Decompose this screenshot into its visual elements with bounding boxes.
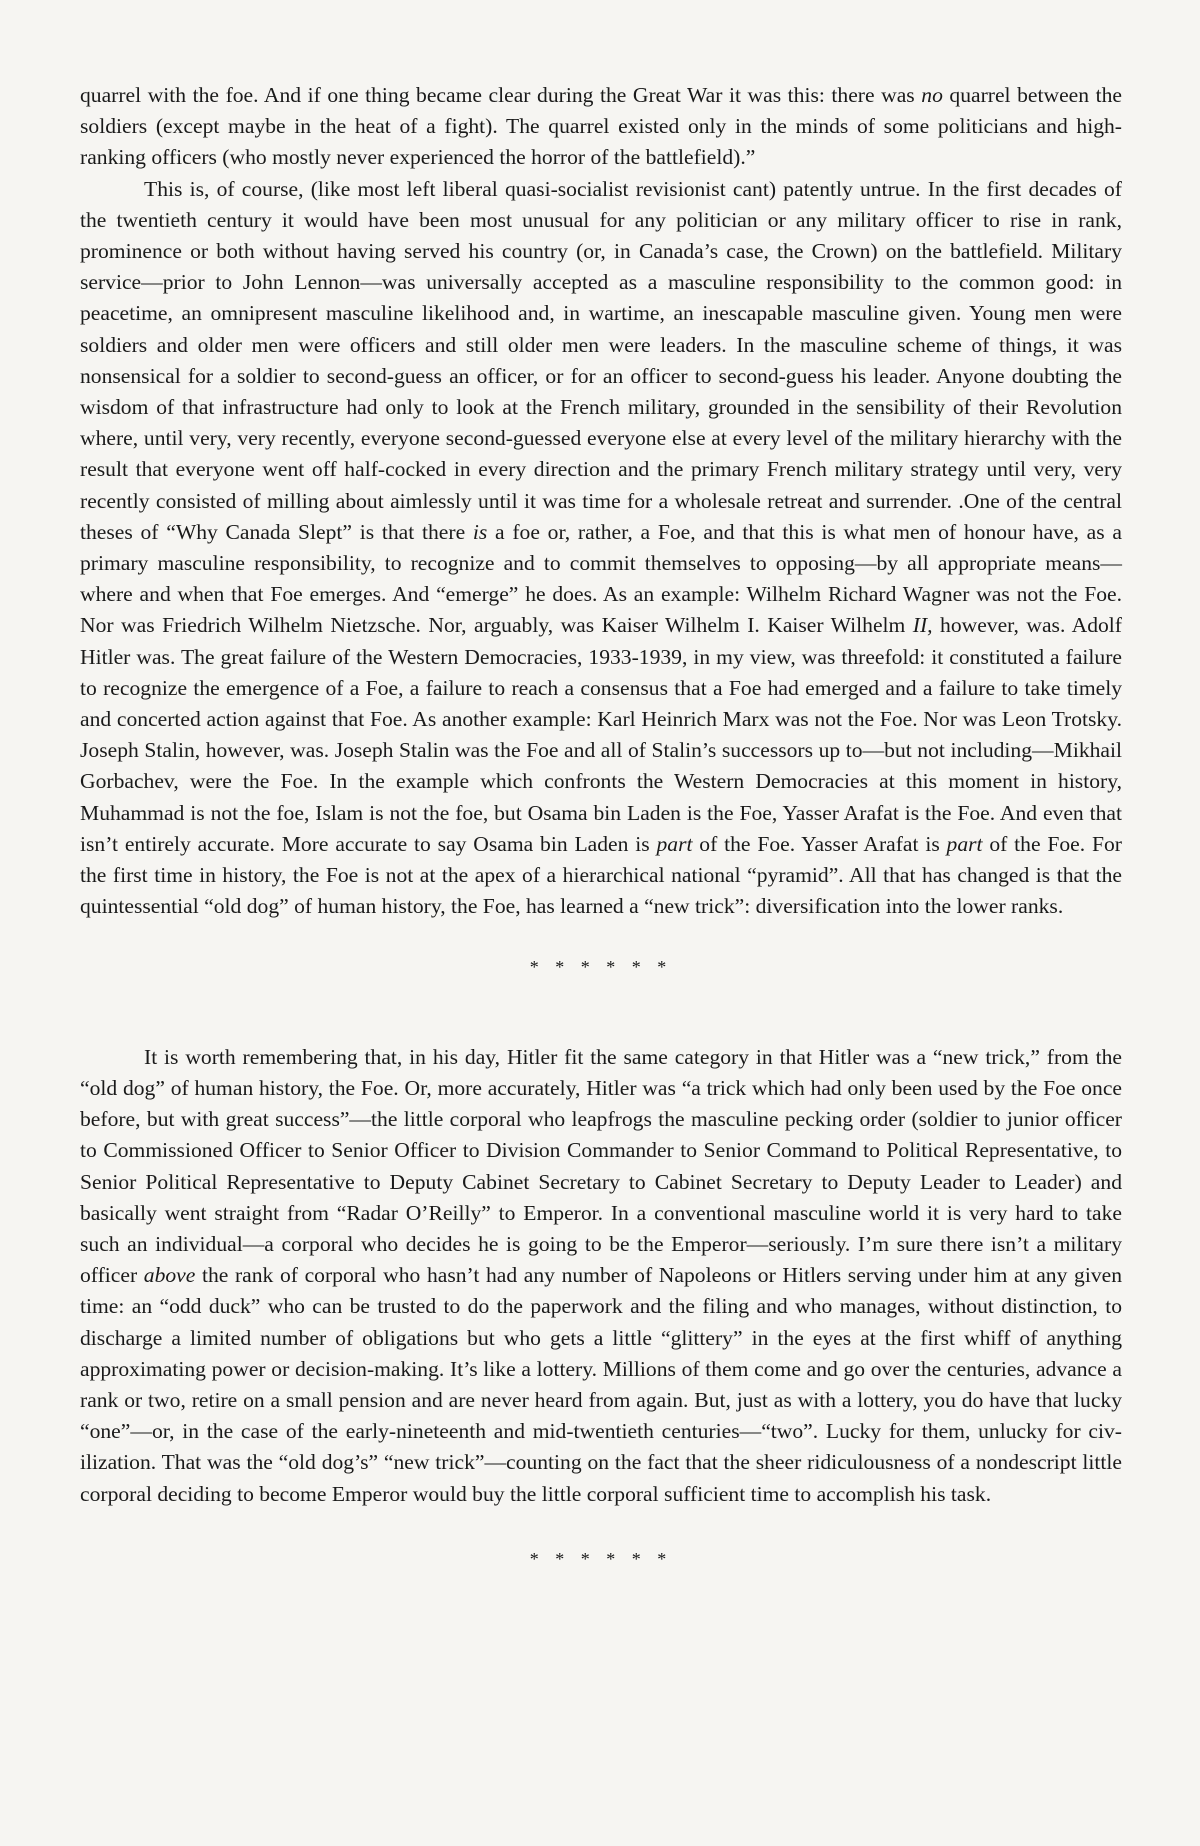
paragraph-1: quarrel with the foe. And if one thing became clear during the Great War it was this: there was no quarrel between the soldiers (except maybe in the heat of a fight). The quarrel existed only in the minds of some politicians and high-ranking officers (who mostly never experienced the horror of the battlefield).”	[80, 83, 1122, 170]
emphasis-no: no	[921, 83, 943, 107]
paragraph-3: It is worth remembering that, in his day, Hitler fit the same category in that Hitler was a “new trick,” from the “old dog” of human history, the Foe. Or, more accurately, Hitler was “a trick which had only been used by the Foe once before, but with great success”—the little corporal who leapfrogs the masculine pecking order (soldier to junior officer to Commissioned Officer to Senior Officer to Division Commander to Senior Command to Political Representative, to Senior Political Representative to Deputy Cabinet Secretary to Cabinet Secretary to Deputy Leader to Leader) and basically went straight from “Radar O’Reilly” to Emperor. In a conventional masculine world it is very hard to take such an individual—a corporal who decides he is going to be the Emperor—seriously. I’m sure there isn’t a military officer above the rank of corporal who hasn’t had any number of Napoleons or Hitlers serving under him at any given time: an “odd duck” who can be trusted to do the paperwork and the filing and who manages, without distinction, to discharge a limited number of obligations but who gets a little “glittery” in the eyes at the first whiff of anything approximating power or decision-making. It’s like a lottery. Millions of them come and go over the centuries, advance a rank or two, retire on a small pension and are never heard from again. But, just as with a lottery, you do have that lucky “one”—or, in the case of the early-nineteenth and mid-twentieth centuries—“two”. Lucky for them, unlucky for civilization. That was the “old dog’s” “new trick”—counting on the fact that the sheer ridiculousness of a nondescript little corporal deciding to become Emperor would buy the little corporal sufficient time to accomplish his task.	[80, 1044, 1122, 1506]
emphasis-part-2: part	[946, 831, 983, 856]
emphasis-is: is	[472, 519, 488, 544]
emphasis-ii: II,	[912, 613, 933, 638]
emphasis-above: above	[143, 1263, 196, 1288]
section-separator-1: * * * * * *	[529, 957, 673, 978]
section-separator-2: * * * * * *	[529, 1548, 673, 1569]
emphasis-part-1: part	[656, 831, 693, 856]
document-page	[80, 80, 1122, 1575]
paragraph-2: This is, of course, (like most left liberal quasi-socialist revisionist cant) patently untrue. In the first decades of the twentieth century it would have been most unusual for any politician or any military officer to rise in rank, prominence or both without having served his country (or, in Canada’s case, the Crown) on the battlefield. Military service—prior to John Lennon—was universally accepted as a masculine responsibility to the common good: in peacetime, an omnipresent masculine likelihood and, in wartime, an inescapable masculine given. Young men were soldiers and older men were officers and still older men were leaders. In the masculine scheme of things, it was nonsensical for a soldier to second-guess an officer, or for an officer to second-guess his leader. Anyone doubting the wisdom of that infrastructure had only to look at the French military, grounded in the sensibility of their Revolution where, until very, very recently, everyone second-guessed everyone else at every level of the military hierarchy with the result that everyone went off half-cocked in every direction and the primary French military strategy until very, very recently consisted of milling about aimlessly until it was time for a wholesale retreat and surrender. .One of the central theses of “Why Canada Slept” is that there is a foe or, rather, a Foe, and that this is what men of honour have, as a primary masculine responsibility, to recognize and to commit themselves to opposing—by all appropriate means—where and when that Foe emerges. And “emerge” he does. As an example: Wilhelm Richard Wagner was not the Foe. Nor was Friedrich Wilhelm Nietzsche. Nor, arguably, was Kaiser Wilhelm I. Kaiser Wilhelm II, however, was. Adolf Hitler was. The great failure of the Western Democracies, 1933-1939, in my view, was threefold: it constituted a failure to recognize the emergence of a Foe, a failure to reach a consensus that a Foe had emerged and a failure to take timely and concerted action against that Foe. As another example: Karl Heinrich Marx was not the Foe. Nor was Leon Trotsky. Joseph Stalin, however, was. Joseph Stalin was the Foe and all of Stalin’s successors up to—but not including—Mikhail Gorbachev, were the Foe. In the example which confronts the Western Democracies at this moment in history, Muhammad is not the foe, Islam is not the foe, but Osama bin Laden is the Foe, Yasser Arafat is the Foe. And even that isn’t entirely accurate. More accurate to say Osama bin Laden is part of the Foe. Yasser Arafat is part of the Foe. For the first time in history, the Foe is not at the apex of a hierarchical national “pyramid”. All that has changed is that the quintessential “old dog” of human history, the Foe, has learned a “new trick”: diversification into the lower ranks.	[80, 176, 1122, 919]
